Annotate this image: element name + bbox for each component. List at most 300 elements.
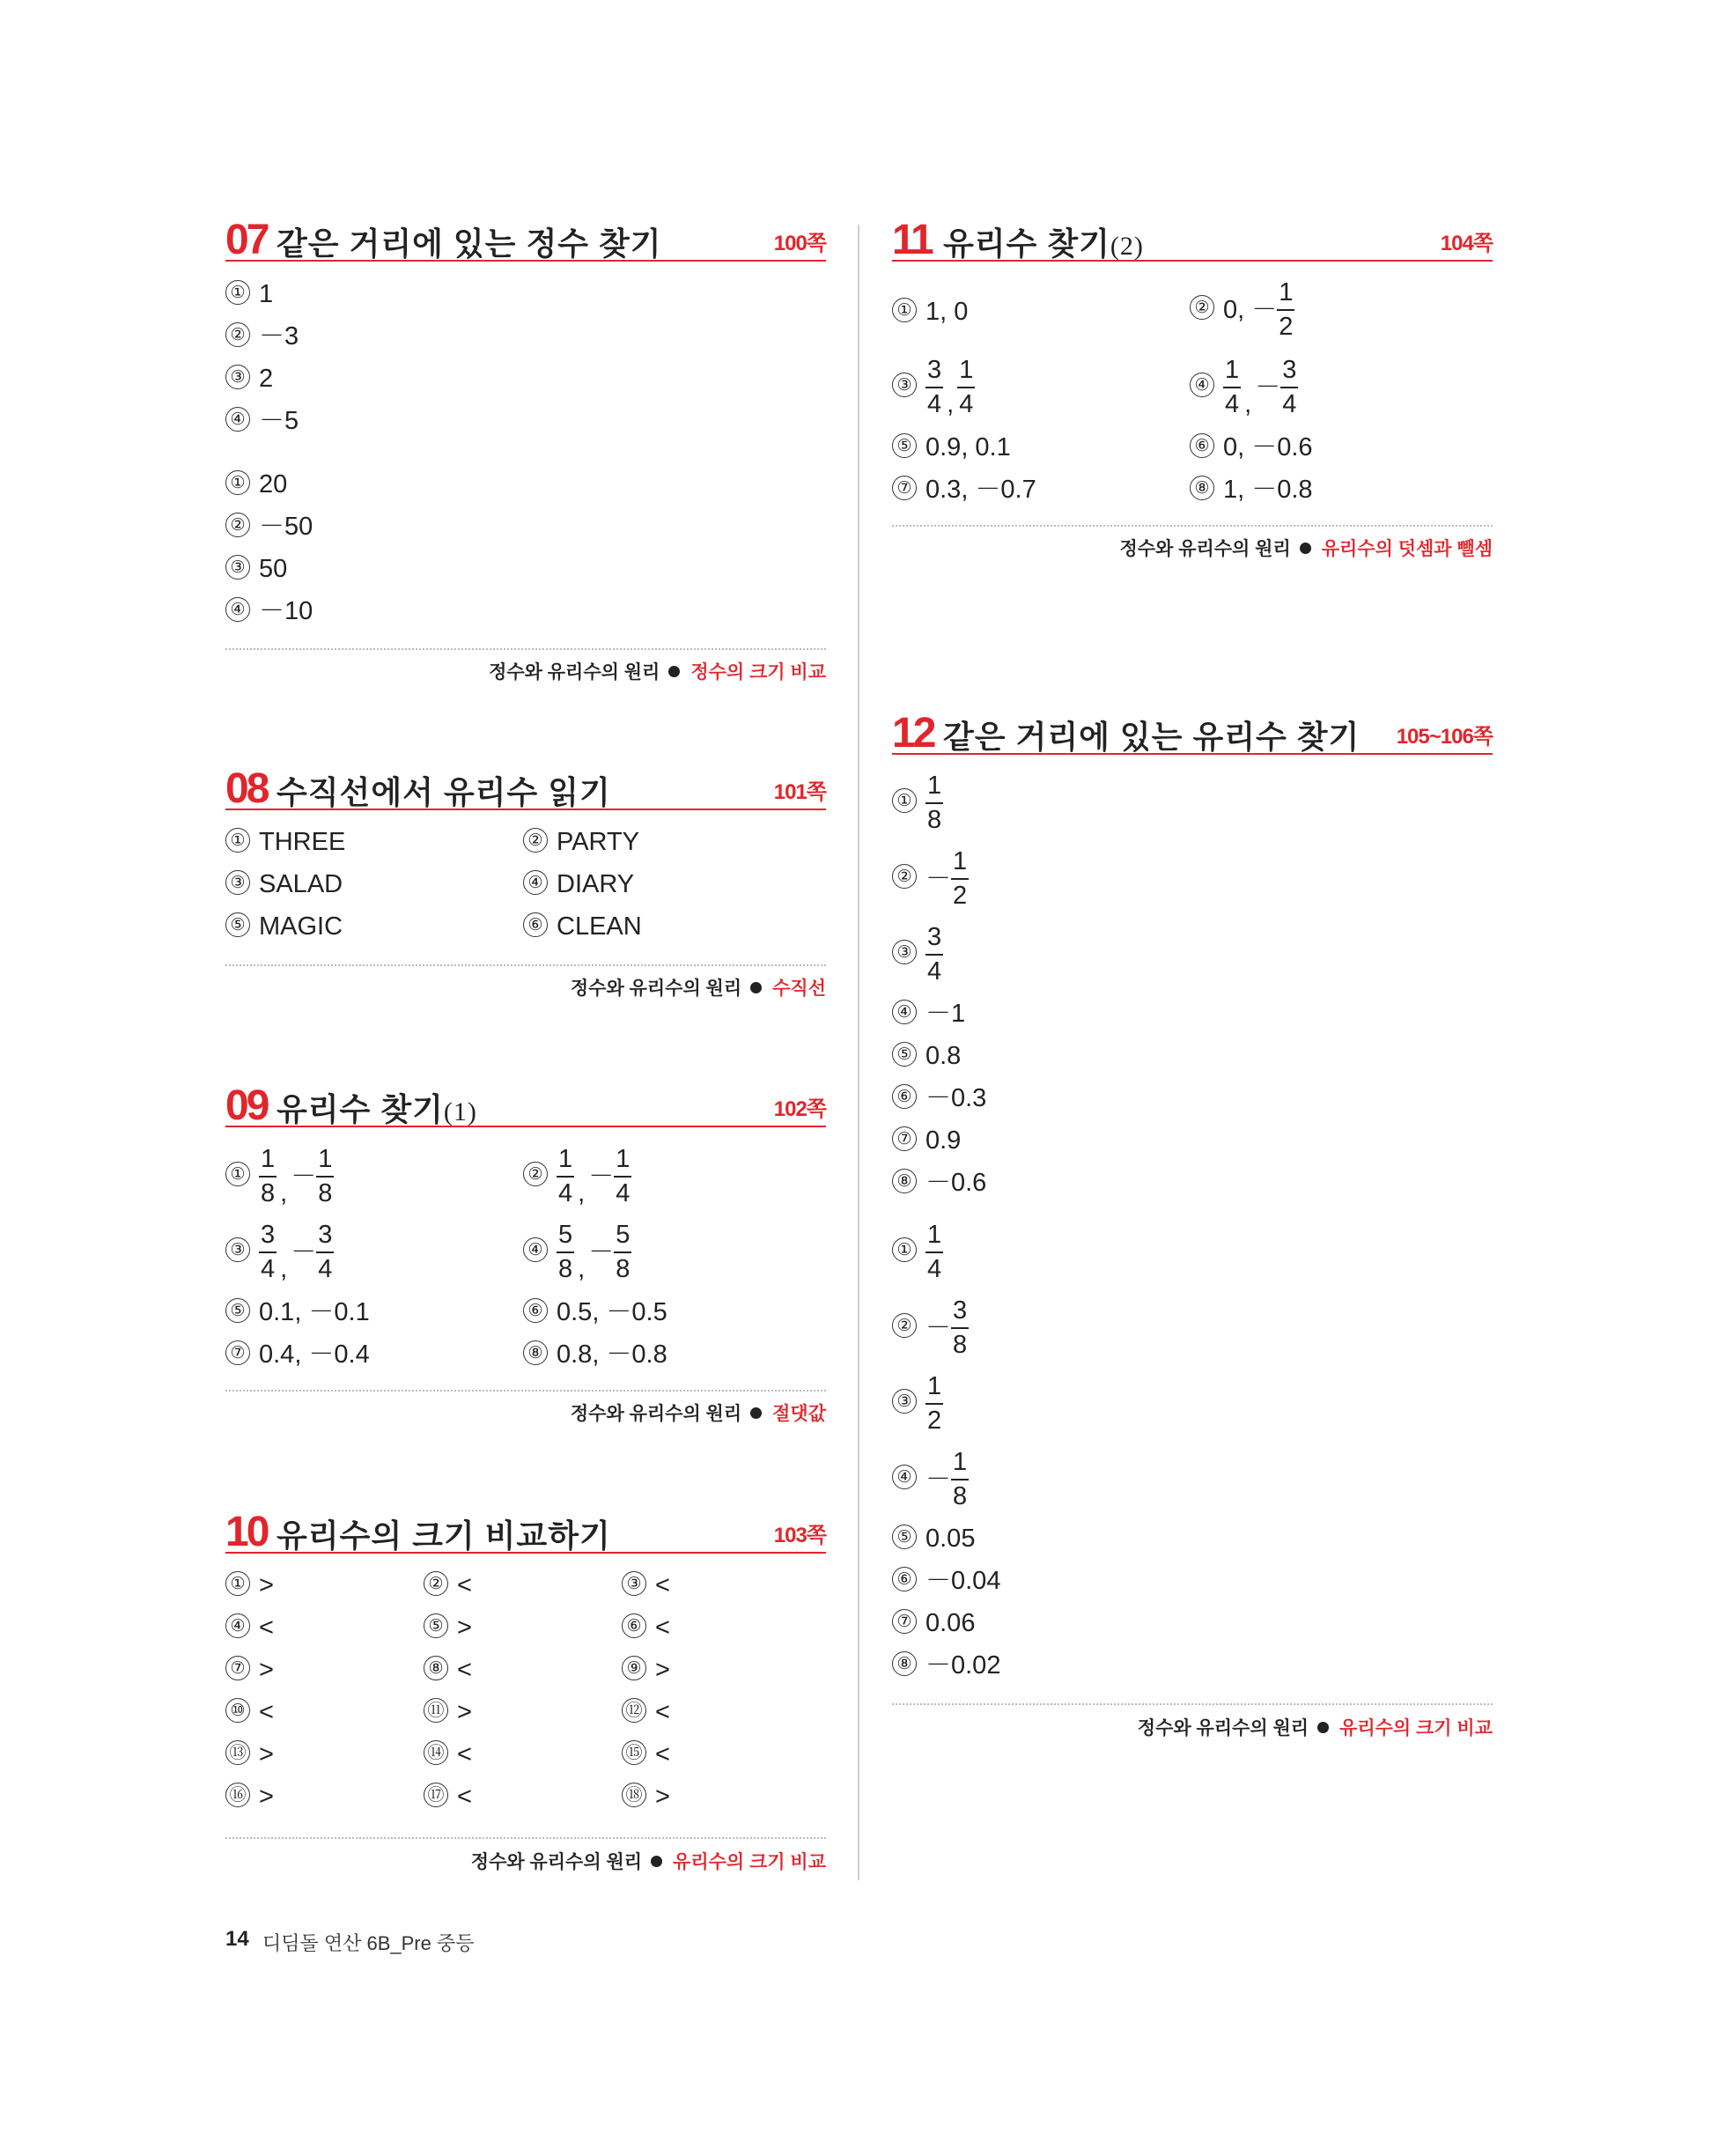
- answer-10-13: [225, 1742, 274, 1768]
- answer-value: －10: [259, 597, 313, 625]
- answer-value: 0.1, －0.1: [259, 1298, 370, 1326]
- circled-number: ⑯: [225, 1783, 250, 1807]
- denominator: 4: [616, 1179, 631, 1207]
- circled-number: ⑥: [1190, 433, 1214, 458]
- answer-12-6: [892, 1086, 986, 1111]
- numerator: 1: [925, 1222, 943, 1253]
- answer-value: >: [457, 1698, 472, 1726]
- section-title: 수직선에서 유리수 읽기: [277, 774, 611, 810]
- fraction: [951, 1450, 969, 1510]
- circled-number: ⑮: [622, 1740, 646, 1765]
- answer-11-7: [892, 477, 1036, 503]
- section-header: [892, 709, 1493, 755]
- section-title-text: 유리수 찾기: [943, 225, 1110, 262]
- footer-topic: 유리수의 덧셈과 뺄셈: [1321, 539, 1493, 559]
- answer-12-b1: [892, 1222, 943, 1282]
- dotted-divider: [225, 1837, 826, 1839]
- answer-10-10: [225, 1700, 274, 1725]
- answer-11-3: [892, 358, 975, 417]
- section-title: [277, 1091, 477, 1127]
- answer-value: －50: [259, 513, 313, 541]
- denominator: 8: [927, 806, 942, 834]
- section-number: 09: [225, 1082, 268, 1129]
- circled-number: ⑤: [225, 1298, 250, 1323]
- answer-value: －0.6: [925, 1169, 987, 1197]
- minus-sign: －: [925, 1465, 952, 1494]
- circled-number: ⑧: [523, 1340, 548, 1365]
- circled-number: ②: [892, 864, 917, 889]
- circled-number: ④: [225, 1613, 250, 1638]
- answer-07-b2: [225, 514, 313, 540]
- denominator: 4: [959, 390, 974, 418]
- answer-10-18: [622, 1784, 670, 1810]
- circled-number: ①: [892, 298, 917, 322]
- bullet-icon: [1317, 1722, 1329, 1733]
- comma: ,: [578, 1255, 586, 1283]
- answer-09-4: [523, 1222, 631, 1282]
- answer-12-b4: [892, 1450, 969, 1510]
- answer-11-4: [1190, 358, 1298, 417]
- circled-number: ②: [523, 1162, 548, 1186]
- answer-value: CLEAN: [557, 912, 642, 941]
- page-reference: 102쪽: [773, 1097, 826, 1121]
- circled-number: ①: [892, 1237, 917, 1262]
- circled-number: ⑥: [523, 1298, 548, 1323]
- answer-12-2: [892, 849, 969, 909]
- answer-10-5: [424, 1615, 472, 1641]
- section-footer: [571, 1399, 826, 1426]
- answer-10-12: [622, 1700, 670, 1725]
- answer-value: <: [259, 1613, 274, 1642]
- column-divider: [858, 225, 859, 1880]
- answer-value: 50: [259, 555, 288, 583]
- denominator: 4: [318, 1255, 333, 1283]
- circled-number: ⑥: [892, 1567, 917, 1591]
- circled-number: ③: [225, 870, 250, 895]
- fraction: [925, 1374, 943, 1434]
- answer-value: THREE: [259, 828, 346, 856]
- footer-main: 정수와 유리수의 원리: [570, 978, 742, 999]
- circled-number: ③: [892, 940, 917, 964]
- fraction: [1223, 358, 1241, 417]
- answer-value: <: [655, 1698, 670, 1726]
- circled-number: ④: [523, 870, 548, 895]
- answer-prefix: 0,: [1223, 295, 1245, 324]
- answer-10-3: [622, 1573, 670, 1599]
- dotted-divider: [225, 648, 826, 650]
- minus-sign: －: [588, 1162, 615, 1191]
- fraction: [957, 358, 975, 417]
- answer-10-16: [225, 1784, 274, 1810]
- answer-11-6: [1190, 435, 1313, 461]
- circled-number: ④: [225, 597, 250, 622]
- circled-number: ③: [622, 1571, 646, 1596]
- answer-value: －5: [259, 407, 299, 435]
- answer-07-1: [225, 282, 273, 307]
- answer-09-1: [225, 1147, 334, 1207]
- denominator: 4: [558, 1179, 573, 1207]
- bullet-icon: [750, 982, 762, 993]
- answer-09-6: [523, 1300, 667, 1325]
- answer-09-7: [225, 1342, 370, 1368]
- answer-10-8: [424, 1658, 472, 1683]
- answer-value: <: [457, 1783, 472, 1811]
- section-title-suffix: (2): [1110, 232, 1144, 261]
- answer-value: >: [259, 1656, 274, 1684]
- denominator: 8: [261, 1179, 276, 1207]
- answer-value: <: [259, 1698, 274, 1726]
- answer-value: 1, 0: [925, 298, 969, 326]
- section-08: [225, 764, 826, 810]
- section-12: [892, 709, 1493, 755]
- section-header: [225, 1508, 826, 1554]
- dotted-divider: [892, 1703, 1493, 1705]
- answer-10-7: [225, 1658, 274, 1683]
- answer-12-b6: [892, 1569, 1000, 1594]
- minus-sign: －: [291, 1162, 317, 1191]
- answer-07-3: [225, 366, 273, 392]
- circled-number: ③: [892, 1389, 917, 1414]
- numerator: 1: [951, 849, 969, 880]
- minus-sign: －: [925, 864, 952, 893]
- circled-number: ⑧: [1190, 476, 1214, 500]
- answer-value: 0.06: [925, 1609, 976, 1637]
- numerator: 1: [1277, 280, 1294, 311]
- section-number: 07: [225, 217, 268, 263]
- answer-value: 0.05: [925, 1525, 976, 1553]
- fraction: [925, 358, 943, 417]
- fraction: [614, 1222, 631, 1282]
- left-column: [225, 0, 826, 2156]
- circled-number: ①: [225, 1571, 250, 1596]
- circled-number: ①: [225, 280, 250, 305]
- circled-number: ④: [225, 407, 250, 432]
- section-footer: [1120, 535, 1493, 561]
- section-09: [225, 1082, 826, 1127]
- section-number: 08: [225, 765, 268, 812]
- comma: ,: [280, 1255, 288, 1283]
- section-number: 10: [225, 1509, 268, 1555]
- denominator: 8: [318, 1179, 333, 1207]
- bullet-icon: [651, 1856, 662, 1867]
- denominator: 8: [953, 1482, 968, 1510]
- circled-number: ⑦: [225, 1340, 250, 1365]
- answer-value: －0.02: [925, 1651, 1001, 1680]
- answer-value: <: [457, 1571, 472, 1599]
- circled-number: ⑦: [892, 1126, 917, 1151]
- circled-number: ⑨: [622, 1656, 646, 1680]
- comma: ,: [280, 1179, 288, 1207]
- section-footer: [471, 1848, 826, 1874]
- answer-10-2: [424, 1573, 472, 1599]
- section-title: 같은 거리에 있는 정수 찾기: [277, 225, 662, 262]
- circled-number: ①: [225, 1162, 250, 1186]
- circled-number: ①: [225, 828, 250, 853]
- answer-12-1: [892, 773, 943, 833]
- circled-number: ⑦: [892, 476, 917, 500]
- book-title: 디딤돌 연산 6B_Pre 중등: [262, 1932, 475, 1954]
- numerator: 1: [925, 1374, 943, 1405]
- minus-sign: －: [925, 1313, 952, 1342]
- section-title: [943, 225, 1144, 262]
- answer-value: 20: [259, 470, 288, 498]
- section-title-text: 유리수 찾기: [277, 1091, 444, 1127]
- bullet-icon: [668, 666, 680, 677]
- page-reference: 101쪽: [773, 780, 826, 804]
- answer-12-5: [892, 1044, 961, 1069]
- denominator: 4: [1282, 390, 1297, 418]
- denominator: 8: [616, 1255, 631, 1283]
- numerator: 1: [925, 773, 943, 804]
- section-title: 같은 거리에 있는 유리수 찾기: [943, 719, 1361, 755]
- circled-number: ⑫: [622, 1698, 646, 1723]
- circled-number: ⑤: [424, 1613, 448, 1638]
- circled-number: ⑧: [892, 1169, 917, 1193]
- answer-11-2: [1190, 280, 1294, 340]
- circled-number: ③: [892, 373, 917, 397]
- answer-value: <: [655, 1613, 670, 1642]
- fraction: [316, 1222, 334, 1282]
- fraction: [259, 1147, 277, 1207]
- section-number: 12: [892, 710, 934, 757]
- page-reference: 103쪽: [773, 1524, 826, 1547]
- answer-value: <: [457, 1740, 472, 1768]
- numerator: 3: [1280, 358, 1298, 388]
- answer-08-3: [225, 872, 343, 897]
- fraction: [1280, 358, 1298, 417]
- circled-number: ②: [225, 322, 250, 347]
- answer-10-4: [225, 1615, 274, 1641]
- circled-number: ②: [225, 513, 250, 537]
- answer-value: PARTY: [557, 828, 640, 856]
- numerator: 1: [1223, 358, 1241, 388]
- minus-sign: －: [1251, 295, 1278, 324]
- minus-sign: －: [1255, 373, 1281, 402]
- circled-number: ③: [225, 555, 250, 580]
- footer-topic: 절댓값: [772, 1404, 826, 1424]
- circled-number: ②: [424, 1571, 448, 1596]
- denominator: 8: [558, 1255, 573, 1283]
- answer-value: 1: [259, 280, 274, 308]
- section-title-suffix: (1): [443, 1097, 477, 1126]
- answer-10-14: [424, 1742, 472, 1768]
- denominator: 4: [261, 1255, 276, 1283]
- denominator: 4: [927, 1255, 942, 1283]
- answer-value: <: [655, 1740, 670, 1768]
- circled-number: ⑭: [424, 1740, 448, 1765]
- answer-value: －3: [259, 322, 299, 351]
- answer-value: MAGIC: [259, 912, 343, 941]
- answer-07-b3: [225, 557, 287, 582]
- section-header: [225, 1082, 826, 1127]
- answer-12-b7: [892, 1611, 975, 1636]
- circled-number: ④: [892, 1465, 917, 1489]
- footer-main: 정수와 유리수의 원리: [570, 1404, 742, 1424]
- answer-07-b4: [225, 599, 313, 624]
- answer-value: 2: [259, 365, 274, 393]
- answer-08-2: [523, 830, 639, 855]
- fraction: [557, 1222, 574, 1282]
- circled-number: ①: [225, 470, 250, 495]
- answer-09-5: [225, 1300, 370, 1325]
- bullet-icon: [1300, 543, 1311, 554]
- answer-08-1: [225, 830, 345, 855]
- circled-number: ⑪: [424, 1698, 448, 1723]
- answer-11-5: [892, 435, 1011, 461]
- answer-09-8: [523, 1342, 667, 1368]
- circled-number: ⑥: [892, 1084, 917, 1109]
- answer-value: SALAD: [259, 870, 343, 898]
- page-reference: 105~106쪽: [1396, 725, 1493, 749]
- answer-09-3: [225, 1222, 334, 1282]
- answer-08-6: [523, 914, 642, 940]
- answer-12-b8: [892, 1653, 1000, 1679]
- dotted-divider: [225, 1390, 826, 1392]
- dotted-divider: [892, 525, 1493, 527]
- circled-number: ④: [523, 1237, 548, 1262]
- fraction: [316, 1147, 334, 1207]
- bullet-icon: [750, 1407, 762, 1419]
- fraction: [1277, 280, 1294, 340]
- fraction: [951, 849, 969, 909]
- fraction: [614, 1147, 631, 1207]
- footer-main: 정수와 유리수의 원리: [489, 662, 660, 683]
- comma: ,: [578, 1179, 586, 1207]
- circled-number: ②: [1190, 295, 1214, 320]
- circled-number: ②: [523, 828, 548, 853]
- answer-11-1: [892, 299, 968, 325]
- section-number: 11: [892, 217, 932, 263]
- circled-number: ⑥: [523, 912, 548, 937]
- answer-10-6: [622, 1615, 670, 1641]
- answer-07-4: [225, 409, 299, 434]
- numerator: 3: [925, 358, 943, 388]
- answer-value: >: [655, 1783, 670, 1811]
- answer-value: 1, －0.8: [1223, 476, 1313, 504]
- answer-10-15: [622, 1742, 670, 1768]
- answer-value: DIARY: [557, 870, 635, 898]
- comma: ,: [1244, 390, 1252, 418]
- denominator: 4: [1225, 390, 1240, 418]
- footer-main: 정수와 유리수의 원리: [1137, 1718, 1309, 1739]
- numerator: 3: [925, 925, 943, 956]
- footer-topic: 유리수의 크기 비교: [673, 1852, 826, 1872]
- circled-number: ⑥: [622, 1613, 646, 1638]
- numerator: 5: [557, 1222, 574, 1253]
- circled-number: ⑤: [892, 1525, 917, 1549]
- numerator: 1: [614, 1147, 631, 1178]
- answer-value: >: [259, 1740, 274, 1768]
- answer-10-9: [622, 1658, 670, 1683]
- numerator: 3: [951, 1298, 969, 1329]
- section-header: [225, 764, 826, 810]
- answer-value: 0.8, －0.8: [557, 1340, 667, 1369]
- section-header: [225, 216, 826, 262]
- section-07: [225, 216, 826, 262]
- answer-08-4: [523, 872, 634, 897]
- fraction: [925, 773, 943, 833]
- answer-value: 0.8: [925, 1042, 962, 1070]
- answer-10-11: [424, 1700, 472, 1725]
- answer-12-b2: [892, 1298, 969, 1358]
- circled-number: ⑱: [622, 1783, 646, 1807]
- answer-value: －1: [925, 1000, 966, 1028]
- answer-12-7: [892, 1128, 961, 1154]
- circled-number: ⑰: [424, 1783, 448, 1807]
- footer-topic: 수직선: [772, 978, 826, 999]
- numerator: 1: [557, 1147, 574, 1178]
- section-footer: [489, 658, 826, 684]
- right-column: [892, 0, 1493, 2156]
- numerator: 1: [951, 1450, 969, 1480]
- circled-number: ③: [225, 1237, 250, 1262]
- answer-value: －0.04: [925, 1567, 1001, 1595]
- answer-value: 0.4, －0.4: [259, 1340, 370, 1369]
- answer-07-b1: [225, 472, 287, 498]
- circled-number: ④: [1190, 373, 1214, 397]
- circled-number: ②: [892, 1313, 917, 1338]
- answer-12-8: [892, 1170, 986, 1196]
- answer-value: >: [655, 1656, 670, 1684]
- circled-number: ⑩: [225, 1698, 250, 1723]
- section-footer: [571, 974, 826, 1000]
- minus-sign: －: [291, 1237, 317, 1266]
- circled-number: ⑧: [892, 1651, 917, 1676]
- comma: ,: [947, 390, 955, 418]
- fraction: [951, 1298, 969, 1358]
- fraction: [259, 1222, 277, 1282]
- answer-value: 0.9, 0.1: [925, 433, 1011, 461]
- answer-value: 0.9: [925, 1126, 962, 1155]
- denominator: 4: [927, 957, 942, 986]
- section-title: 유리수의 크기 비교하기: [277, 1517, 611, 1554]
- page-number: 14: [225, 1927, 249, 1951]
- circled-number: ⑤: [892, 1042, 917, 1067]
- section-header: [892, 216, 1493, 262]
- page-reference: 100쪽: [773, 232, 826, 255]
- answer-07-2: [225, 324, 299, 350]
- dotted-divider: [225, 964, 826, 966]
- numerator: 1: [316, 1147, 334, 1178]
- footer-main: 정수와 유리수의 원리: [470, 1852, 643, 1872]
- fraction: [557, 1147, 574, 1207]
- answer-10-17: [424, 1784, 472, 1810]
- denominator: 2: [927, 1407, 942, 1435]
- numerator: 1: [259, 1147, 277, 1178]
- denominator: 8: [953, 1331, 968, 1359]
- circled-number: ①: [892, 788, 917, 813]
- denominator: 2: [953, 882, 968, 910]
- circled-number: ⑤: [892, 433, 917, 458]
- denominator: 4: [927, 390, 942, 418]
- numerator: 5: [614, 1222, 631, 1253]
- answer-value: 0.5, －0.5: [557, 1298, 667, 1326]
- answer-08-5: [225, 914, 343, 940]
- numerator: 3: [259, 1222, 277, 1253]
- answer-12-b5: [892, 1526, 975, 1552]
- answer-12-b3: [892, 1374, 943, 1434]
- fraction: [925, 925, 943, 985]
- answer-value: >: [259, 1571, 274, 1599]
- answer-value: <: [457, 1656, 472, 1684]
- answer-12-4: [892, 1001, 965, 1027]
- page-reference: 104쪽: [1440, 232, 1493, 255]
- answer-12-3: [892, 925, 943, 985]
- circled-number: ⑬: [225, 1740, 250, 1765]
- circled-number: ⑤: [225, 912, 250, 937]
- minus-sign: －: [588, 1237, 615, 1266]
- answer-09-2: [523, 1147, 631, 1207]
